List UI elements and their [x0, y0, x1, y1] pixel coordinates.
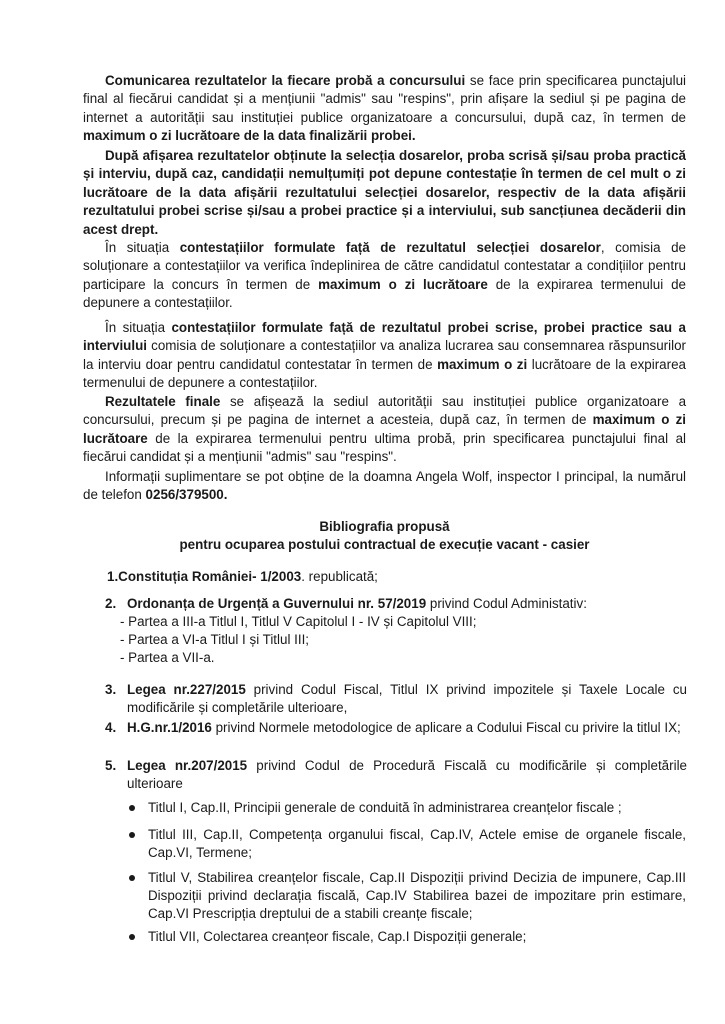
text: comisia de soluționare a contestațiilor va analiza lucrarea sau consemnarea răspunsurilor la interviu doar pentru candidatul contestatar în termen de: [83, 338, 686, 372]
bullet-dot-icon: [129, 805, 135, 811]
bullet-dot-icon: [129, 875, 135, 881]
text: Informații suplimentare se pot obține de la doamna Angela Wolf, inspector I principal, la numărul de telefon: [83, 469, 686, 503]
text: , comisia de soluționare a contestațiilor va verifica îndeplinirea de către candidatul contestatar a condițiilor pentru participare la concurs în termen de: [83, 240, 686, 292]
paragraph-contact-info: [83, 468, 686, 505]
bold-text: maximum o zi: [437, 356, 528, 372]
bold-text: 0256/379500.: [145, 487, 228, 503]
text: În situația: [105, 240, 180, 255]
item5-bullet: Titlul III, Cap.II, Competența organului fiscal, Cap.IV, Actele emise de organele fiscale, Cap.VI, Termene;: [129, 826, 686, 862]
bullet-dot-icon: [129, 832, 135, 838]
bold-text: După afișarea rezultatelor obținute la selecția dosarelor, proba scrisă și/sau proba practică și interviu, după caz, candidații nemulțumiți pot depune contestație în termen de cel mult o zi lucrătoare de la data afișării rezultatului selecției dosarelor, respectiv de la data afișării rezultatului probei scrise și/sau a probei practice și a interviului, sub sancțiunea decăderii din acest drept.: [83, 148, 686, 237]
bold-text: Legea nr.227/2015: [127, 682, 246, 697]
paragraph-communication-results: [83, 72, 686, 146]
bold-text: Legea nr.207/2015: [127, 758, 248, 773]
bold-text: contestațiilor formulate față de rezultatul selecției dosarelor: [179, 240, 601, 255]
paragraph-contestation-deadline: [83, 147, 686, 239]
bibliography-item-1: 1.Constituția României- 1/2003. republicată;: [107, 569, 378, 584]
bold-text: Rezultatele finale: [105, 394, 221, 409]
bold-text: maximum o zi lucrătoare de la data finalizării probei.: [83, 128, 416, 144]
text: se face prin specificarea punctajului final al fiecărui candidat și a mențiunii "admis" sau "respins", prin afișare la sediul și pe pagina de internet a autorității sau instituției publice organizatoare a concursului, după caz, în termen de: [83, 73, 687, 125]
text: privind Normele metodologice de aplicare a Codului Fiscal cu privire la titlul IX;: [211, 720, 681, 735]
bold-text: maximum o zi lucrătoare: [83, 412, 686, 446]
bibliography-item-3: 3. Legea nr.227/2015 privind Codul Fiscal, Titlul IX privind impozitele și Taxele Locale cu modificările și completările ulterioare,: [105, 682, 687, 715]
item2-subitem: - Partea a VI-a Titlul I și Titlul III;: [120, 632, 310, 647]
bibliography-title: Bibliografia propusă: [319, 519, 450, 534]
bold-text: maximum o zi lucrătoare: [318, 276, 488, 292]
text: În situația: [105, 320, 172, 335]
bibliography-item-5: 5. Legea nr.207/2015 privind Codul de Procedură Fiscală cu modificările și completările ulterioare: [105, 758, 687, 791]
text: privind Codul Fiscal, Titlul IX privind impozitele și Taxele Locale cu modificările și completările ulterioare,: [127, 682, 687, 715]
text: privind Codul de Procedură Fiscală cu modificările și completările ulterioare: [127, 758, 687, 791]
item5-bullet: Titlul V, Stabilirea creanțelor fiscale, Cap.II Dispoziții privind Decizia de impunere, Cap.III Dispoziții privind declarația fiscală, Cap.IV Stabilirea bazei de impozitare prin estimare, Cap.VI Prescripția dreptului de a stabili creanțe fiscale;: [129, 869, 686, 924]
text: se afișează la sediul autorității sau instituției publice organizatoare a concursului, precum și pe pagina de internet a acesteia, după caz, în termen de: [83, 394, 687, 428]
bold-text: Ordonanța de Urgență a Guvernului nr. 57/2019: [127, 596, 427, 611]
text: de la expirarea termenului de depunere a contestațiilor.: [83, 276, 686, 311]
item2-subitem: - Partea a VII-a.: [120, 650, 215, 665]
paragraph-contestation-exam: [83, 319, 686, 393]
bibliography-subtitle: pentru ocuparea postului contractual de execuție vacant - casier: [179, 537, 590, 552]
text: de la expirarea termenului pentru ultima probă, prin specificarea punctajului final al fiecărui candidat și a mențiunii "admis" sau "respins".: [83, 430, 686, 465]
bibliography-item-2: 2. Ordonanța de Urgență a Guvernului nr. 57/2019 privind Codul Administativ:: [105, 596, 587, 611]
item5-bullet: Titlul VII, Colectarea creanțeor fiscale, Cap.I Dispoziții generale;: [129, 928, 686, 946]
item5-bullet: Titlul I, Cap.II, Principii generale de conduită în administrarea creanțelor fiscale ;: [129, 799, 686, 817]
text: lucrătoare de la expirarea termenului de depunere a contestațiilor.: [83, 356, 686, 391]
paragraph-contestation-dossier: [83, 239, 686, 313]
paragraph-final-results: [83, 393, 686, 467]
bullet-dot-icon: [129, 934, 135, 940]
text: privind Codul Administativ:: [426, 596, 587, 611]
bold-text: Constituția României- 1/2003: [118, 569, 302, 584]
bold-text: H.G.nr.1/2016: [127, 720, 212, 735]
text: . republicată;: [301, 569, 378, 584]
bold-text: contestațiilor formulate față de rezultatul probei scrise, probei practice sau a interviului: [83, 320, 686, 354]
bibliography-item-4: 4. H.G.nr.1/2016 privind Normele metodologice de aplicare a Codului Fiscal cu privire la titlul IX;: [105, 720, 681, 735]
bold-text: Comunicarea rezultatelor la fiecare probă a concursului: [105, 73, 466, 88]
item2-subitem: - Partea a III-a Titlul I, Titlul V Capitolul I - IV și Capitolul VIII;: [120, 614, 477, 629]
